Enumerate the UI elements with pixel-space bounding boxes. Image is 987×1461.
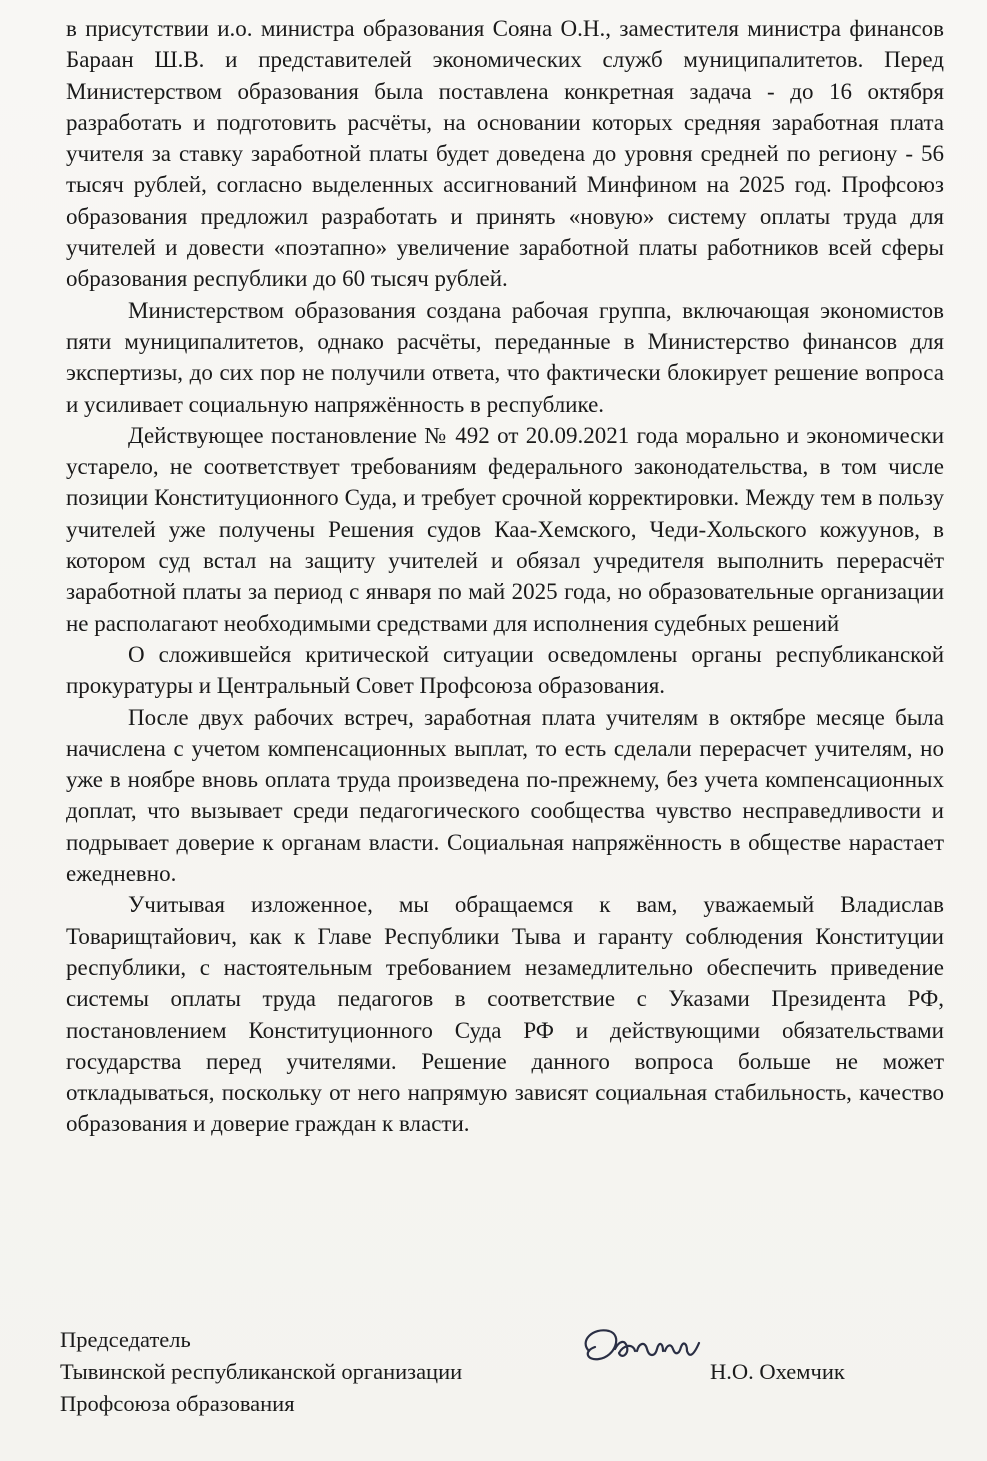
paragraph-after-meetings: После двух рабочих встреч, заработная плата учителям в октябре месяце была начислена с учетом компенсационных выплат, то есть сделали перерасчет учителям, но уже в ноябре вновь оплата труда произведена по-прежнему, без учета компенсационных доплат, что вызывает среди педагогического сообщества чувство несправедливости и подрывает доверие к органам власти. Социальная напряжённость в обществе нарастает ежедневно. bbox=[66, 704, 944, 887]
handwritten-signature-icon bbox=[575, 1321, 705, 1371]
document-body bbox=[66, 13, 944, 1140]
signatory-title-line-2: Тывинской республиканской организации bbox=[60, 1359, 463, 1384]
signature-block bbox=[60, 1325, 930, 1425]
signatory-title-line-3: Профсоюза образования bbox=[60, 1391, 295, 1416]
paragraph-prosecutor-notice: О сложившейся критической ситуации осведомлены органы республиканской прокуратуры и Центральный Совет Профсоюза образования. bbox=[66, 641, 944, 699]
paragraph-working-group: Министерством образования создана рабочая группа, включающая экономистов пяти муниципалитетов, однако расчёты, переданные в Министерство финансов для экспертизы, до сих пор не получили ответа, что фактически блокирует решение вопроса и усиливает социальную напряжённость в республике. bbox=[66, 297, 944, 417]
paragraph-continuation: в присутствии и.о. министра образования Сояна О.Н., заместителя министра финансов Бараан Ш.В. и представителей экономических служб муниципалитетов. Перед Министерством образования была поставлена конкретная задача - до 16 октября разработать и подготовить расчёты, на основании которых средняя заработная плата учителя за ставку заработной платы будет доведена до уровня средней по региону - 56 тысяч рублей, согласно выделенных ассигнований Минфином на 2025 год. Профсоюз образования предложил разработать и принять «новую» систему оплаты труда для учителей и довести «поэтапно» увеличение заработной платы работников всей сферы образования республики до 60 тысяч рублей. bbox=[66, 16, 944, 292]
paragraph-resolution-492: Действующее постановление № 492 от 20.09.2021 года морально и экономически устарело, не соответствует требованиям федерального законодательства, в том числе позиции Конституционного Суда, и требует срочной корректировки. Между тем в пользу учителей уже получены Решения судов Каа-Хемского, Чеди-Хольского кожуунов, в котором суд встал на защиту учителей и обязал учредителя выполнить перерасчёт заработной платы за период с января по май 2025 года, но образовательные организации не располагают необходимыми средствами для исполнения судебных решений bbox=[66, 422, 944, 636]
signatory-title-line-1: Председатель bbox=[60, 1327, 191, 1352]
signatory-name: Н.О. Охемчик bbox=[710, 1359, 845, 1384]
paragraph-appeal: Учитывая изложенное, мы обращаемся к вам, уважаемый Владислав Товарищтайович, как к Главе Республики Тыва и гаранту соблюдения Конституции республики, с настоятельным требованием незамедлительно обеспечить приведение системы оплаты труда педагогов в соответствие с Указами Президента РФ, постановлением Конституционного Суда РФ и действующими обязательствами государства перед учителями. Решение данного вопроса больше не может откладываться, поскольку от него напрямую зависят социальная стабильность, качество образования и доверие граждан к власти. bbox=[66, 892, 944, 1137]
